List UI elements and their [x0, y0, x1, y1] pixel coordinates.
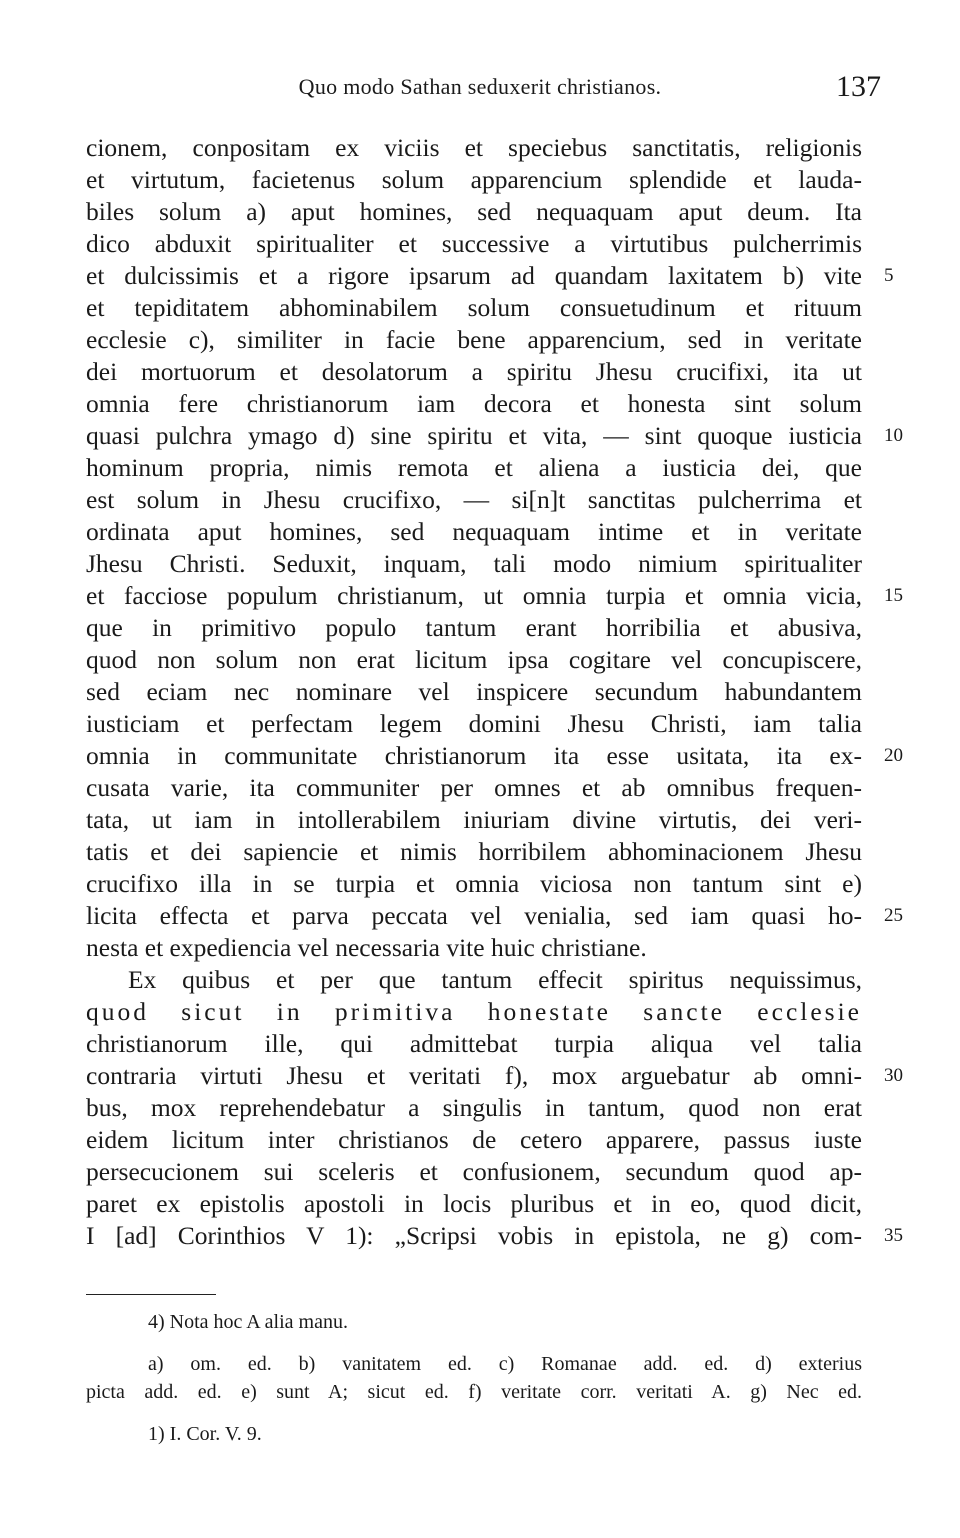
text-line: dico abduxit spiritualiter et successive a virtutibus pulcherrimis — [86, 229, 862, 258]
variant-note: picta add. ed. — [86, 1381, 222, 1403]
variant-note: f) veritate corr. veritati A. — [468, 1381, 731, 1403]
variant-note: a) om. ed. — [148, 1353, 272, 1375]
text-line: et facciose populum christianum, ut omnia turpia et omnia vicia, — [86, 581, 862, 610]
line-number: 10 — [884, 425, 903, 446]
text-line: omnia fere christianorum iam decora et honesta sint solum — [86, 389, 862, 418]
text-line: tata, ut iam in intollerabilem iniuriam divine virtutis, dei veri- — [86, 805, 862, 834]
variant-note: c) Romanae add. ed. — [498, 1353, 729, 1375]
text-line: Ex quibus et per que tantum effecit spiritus nequissimus, — [128, 965, 862, 994]
variant-note: d) exterius — [755, 1353, 862, 1375]
text-line: tatis et dei sapiencie et nimis horribilem abhominacionem Jhesu — [86, 837, 862, 866]
line-number: 5 — [884, 265, 894, 286]
text-line: quasi pulchra ymago d) sine spiritu et vita, — sint quoque iusticia — [86, 421, 862, 450]
variant-note: g) Nec ed. — [750, 1381, 863, 1403]
text-line: nesta et expediencia vel necessaria vite huic christiane. — [86, 933, 647, 962]
footnote-note-4: 4) Nota hoc A alia manu. — [148, 1311, 348, 1333]
text-line: eidem licitum inter christianos de cetero apparere, passus iuste — [86, 1125, 862, 1154]
citation-footnote: 1) I. Cor. V. 9. — [148, 1423, 262, 1445]
text-line: Jhesu Christi. Seduxit, inquam, tali modo nimium spiritualiter — [86, 549, 862, 578]
variant-footnotes-line-2 — [86, 1378, 862, 1406]
line-number: 35 — [884, 1225, 903, 1246]
text-line: ecclesie c), similiter in facie bene apparencium, sed in veritate — [86, 325, 862, 354]
text-line: et tepiditatem abhominabilem solum consuetudinum et rituum — [86, 293, 862, 322]
variant-note: b) vanitatem ed. — [298, 1353, 472, 1375]
text-line: et virtutum, facietenus solum apparencium splendide et lauda- — [86, 165, 862, 194]
text-line: hominum propria, nimis remota et aliena a iusticia dei, que — [86, 453, 862, 482]
text-line: sed eciam nec nominare vel inspicere secundum habundantem — [86, 677, 862, 706]
text-line: cusata varie, ita communiter per omnes et ab omnibus frequen- — [86, 773, 862, 802]
text-line: paret ex epistolis apostoli in locis pluribus et in eo, quod dicit, — [86, 1189, 862, 1218]
text-line: christianorum ille, qui admittebat turpia aliqua vel talia — [86, 1029, 862, 1058]
text-line: quod non solum non erat licitum ipsa cogitare vel concupiscere, — [86, 645, 862, 674]
text-line: biles solum a) aput homines, sed nequaquam aput deum. Ita — [86, 197, 862, 226]
variant-footnotes-line-1 — [148, 1350, 862, 1378]
text-line: crucifixo illa in se turpia et omnia viciosa non tantum sint e) — [86, 869, 862, 898]
text-line: que in primitivo populo tantum erant horribilia et abusiva, — [86, 613, 862, 642]
text-line: omnia in communitate christianorum ita esse usitata, ita ex- — [86, 741, 862, 770]
text-line: quod sicut in primitiva honestate sancte ecclesie — [86, 997, 862, 1026]
text-line: persecucionem sui sceleris et confusionem, secundum quod ap- — [86, 1157, 862, 1186]
text-line: bus, mox reprehendebatur a singulis in tantum, quod non erat — [86, 1093, 862, 1122]
text-line: iusticiam et perfectam legem domini Jhesu Christi, iam talia — [86, 709, 862, 738]
text-line: cionem, conpositam ex viciis et speciebus sanctitatis, religionis — [86, 133, 862, 162]
line-number: 30 — [884, 1065, 903, 1086]
text-line: et dulcissimis et a rigore ipsarum ad quandam laxitatem b) vite — [86, 261, 862, 290]
footnote-divider — [86, 1294, 216, 1295]
line-number: 25 — [884, 905, 903, 926]
text-line: dei mortuorum et desolatorum a spiritu Jhesu crucifixi, ita ut — [86, 357, 862, 386]
text-line: est solum in Jhesu crucifixo, — si[n]t sanctitas pulcherrima et — [86, 485, 862, 514]
text-line: ordinata aput homines, sed nequaquam intime et in veritate — [86, 517, 862, 546]
text-line: contraria virtuti Jhesu et veritati f), mox arguebatur ab omni- — [86, 1061, 862, 1090]
variant-note: e) sunt A; sicut ed. — [241, 1381, 449, 1403]
text-line: I [ad] Corinthios V 1): „Scripsi vobis in epistola, ne g) com- — [86, 1221, 862, 1250]
text-line: licita effecta et parva peccata vel venialia, sed iam quasi ho- — [86, 901, 862, 930]
line-number: 15 — [884, 585, 903, 606]
running-title: Quo modo Sathan seduxerit christianos. — [298, 74, 662, 99]
line-number: 20 — [884, 745, 903, 766]
page-number: 137 — [836, 70, 881, 103]
